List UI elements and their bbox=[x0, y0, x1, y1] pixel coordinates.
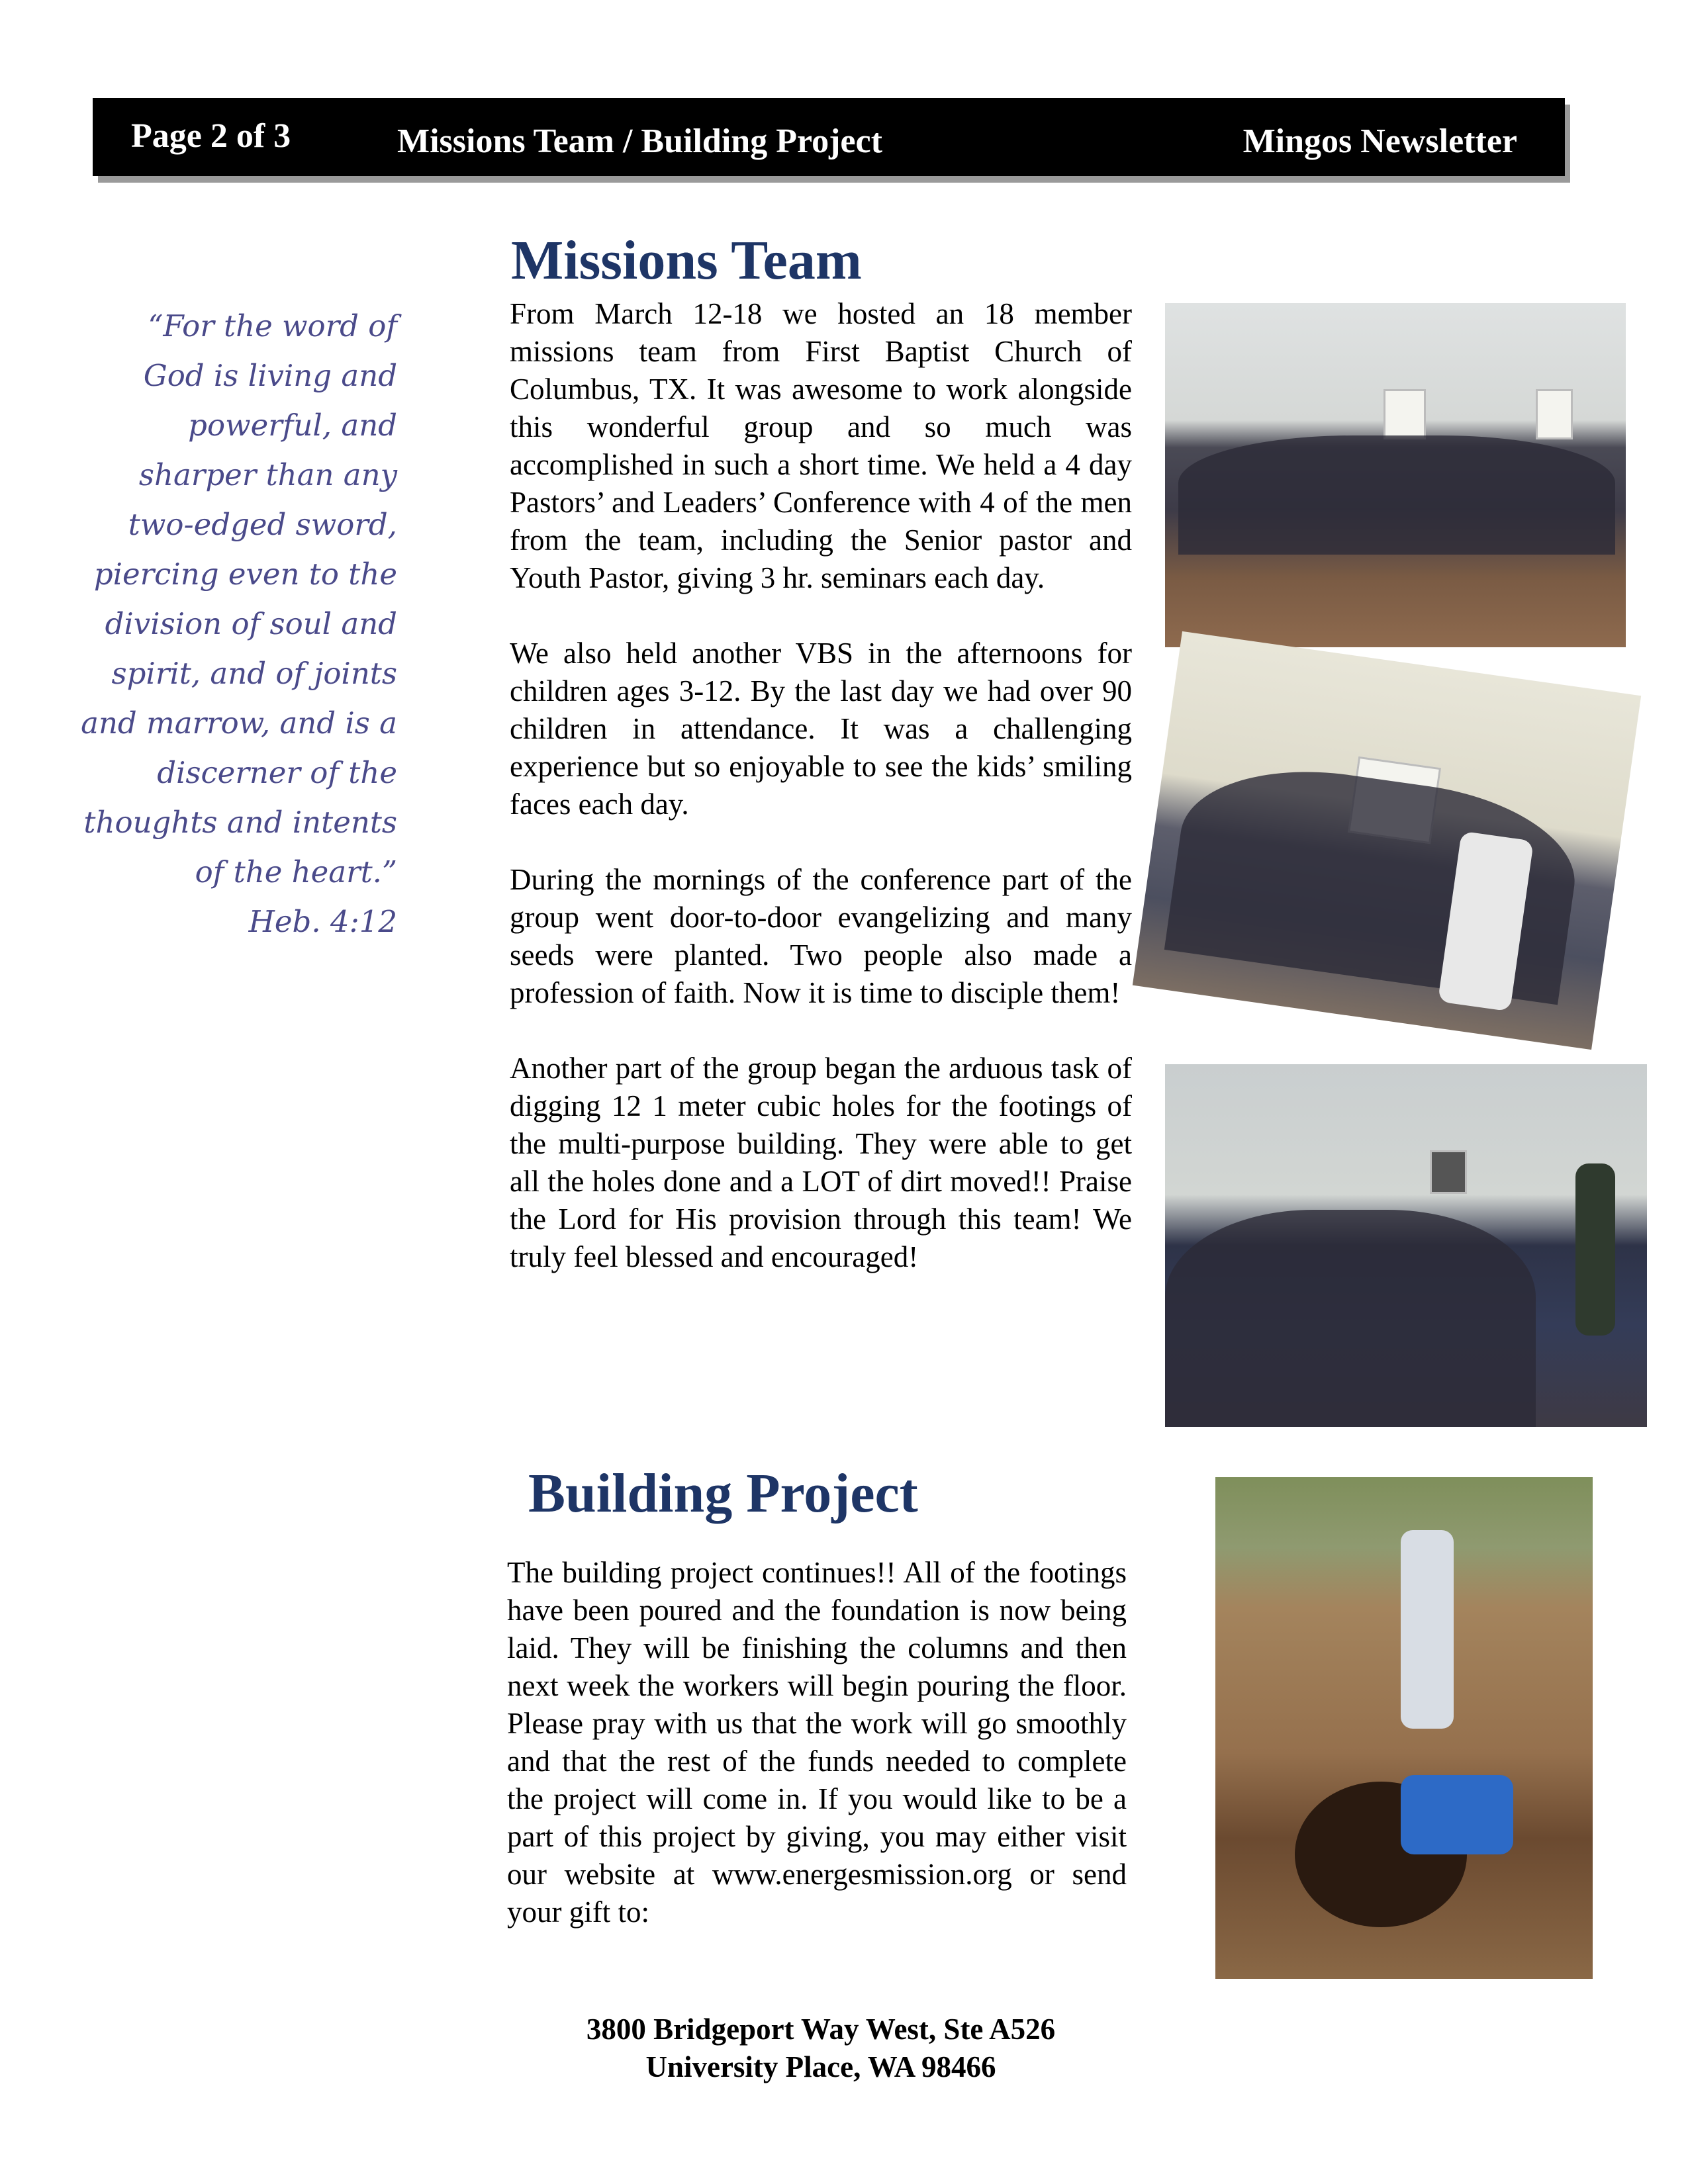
window bbox=[1430, 1150, 1467, 1194]
quote-line: sharper than any bbox=[138, 457, 397, 492]
address-line-1: 3800 Bridgeport Way West, Ste A526 bbox=[586, 2013, 1056, 2046]
scripture-quote bbox=[66, 301, 397, 946]
quote-line: powerful, and bbox=[188, 408, 397, 443]
window bbox=[1383, 389, 1426, 439]
worker-standing bbox=[1401, 1530, 1454, 1729]
newsletter-name: Mingos Newsletter bbox=[1243, 122, 1517, 160]
speaker bbox=[1575, 1163, 1615, 1336]
quote-line: discerner of the bbox=[157, 755, 397, 790]
article-paragraph: Another part of the group began the arduous task of digging 12 1 meter cubic holes for the footings of the multi-purpose building. They were able to get all the holes done and a LOT of dirt moved!! Praise the Lord for His provision through this team! We truly feel blessed and encouraged! bbox=[510, 1052, 1132, 1273]
missions-team-heading: Missions Team bbox=[511, 230, 862, 291]
article-paragraph: We also held another VBS in the afternoons for children ages 3-12. By the last day we had over 90 children in attendance. It was a challenging experience but so enjoyable to see the kids’ smiling faces each day. bbox=[510, 637, 1132, 821]
quote-line: “For the word of bbox=[148, 308, 397, 343]
quote-reference: Heb. 4:12 bbox=[248, 904, 397, 939]
vbs-children-photo bbox=[1165, 303, 1626, 647]
quote-line: division of soul and bbox=[105, 606, 397, 641]
seated-audience bbox=[1165, 1210, 1536, 1427]
window bbox=[1536, 389, 1573, 439]
prayer-group-photo bbox=[1133, 631, 1641, 1050]
quote-line: piercing even to the bbox=[93, 557, 397, 592]
page-number: Page 2 of 3 bbox=[131, 117, 291, 155]
quote-line: and marrow, and is a bbox=[81, 705, 397, 741]
building-project-article bbox=[507, 1554, 1127, 1969]
address-line-2: University Place, WA 98466 bbox=[645, 2050, 996, 2083]
article-paragraph: From March 12-18 we hosted an 18 member missions team from First Baptist Church of Columbus, TX. It was awesome to work alongside this wonderful group and so much was accomplished in such a short time. We held a 4 day Pastors’ and Leaders’ Conference with 4 of the men from the team, including the Senior pastor and Youth Pastor, giving 3 hr. seminars each day. bbox=[510, 297, 1132, 594]
article-paragraph: The building project continues!! All of the footings have been poured and the foundation is now being laid. They will be finishing the columns and then next week the workers will begin pouring the floor. Please pray with us that the work will go smoothly and that the rest of the funds needed to complete the project will come in. If you would like to be a part of this project by giving, you may either visit our website at www.energesmission.org or send your gift to: bbox=[507, 1556, 1127, 1929]
article-paragraph: During the mornings of the conference part of the group went door-to-door evangelizing and many seeds were planted. Two people also made a profession of faith. Now it is time to disciple them! bbox=[510, 863, 1132, 1009]
quote-line: of the heart.” bbox=[195, 854, 397, 889]
seminar-hall-photo bbox=[1165, 1064, 1647, 1427]
section-title: Missions Team / Building Project bbox=[397, 122, 882, 160]
quote-line: spirit, and of joints bbox=[111, 656, 397, 691]
quote-line: two-edged sword, bbox=[128, 507, 397, 542]
missions-team-article bbox=[510, 295, 1132, 1314]
quote-line: God is living and bbox=[143, 358, 397, 393]
building-project-heading: Building Project bbox=[528, 1463, 918, 1524]
worker-digging bbox=[1401, 1775, 1513, 1854]
crowd bbox=[1178, 435, 1615, 555]
page-header bbox=[93, 98, 1565, 176]
construction-site-photo bbox=[1215, 1477, 1593, 1979]
quote-line: thoughts and intents bbox=[83, 805, 397, 840]
